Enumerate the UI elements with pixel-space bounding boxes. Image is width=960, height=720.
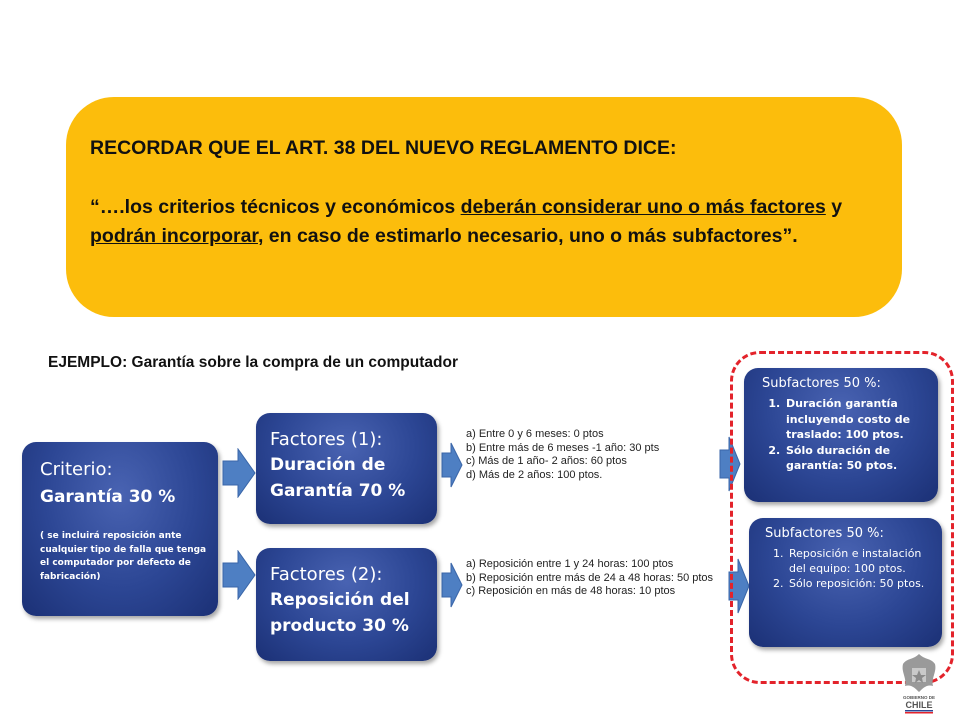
banner-title: RECORDAR QUE EL ART. 38 DEL NUEVO REGLAMENTO DICE:	[90, 137, 677, 159]
criterio-box	[22, 442, 218, 616]
option-line: a) Reposición entre 1 y 24 horas: 100 ptos	[466, 558, 674, 570]
subfactors-1-list	[762, 396, 934, 474]
subfactors-2-title: Subfactores 50 %:	[765, 526, 884, 541]
list-item: 1. Duración garantía incluyendo costo de traslado: 100 ptos.	[784, 396, 934, 443]
criterio-label: Criterio:	[40, 459, 113, 480]
option-line: d) Más de 2 años: 100 ptos.	[466, 468, 603, 481]
option-line: c) Reposición en más de 48 horas: 10 ptos	[466, 585, 676, 597]
quote-part-b: y	[825, 196, 843, 218]
subfactors-1-box	[744, 368, 938, 502]
factor-1-value: Duración de Garantía 70 %	[270, 455, 406, 501]
arrow-right-icon	[222, 448, 256, 498]
reminder-banner	[66, 97, 902, 317]
quote-underline-1: deberán considerar uno o más factores	[460, 196, 826, 218]
quote-underline-2: podrán incorporar	[90, 225, 258, 247]
subfactors-1-title: Subfactores 50 %:	[762, 376, 881, 391]
arrow-right-icon	[441, 442, 463, 488]
option-line: c) Más de 1 año- 2 años: 60 ptos	[466, 455, 627, 467]
arrow-right-icon	[441, 562, 463, 608]
factor-1-label: Factores (1):	[270, 429, 383, 450]
criterio-note: ( se incluirá reposición ante cualquier tipo de falla que tenga el computador por defecto de fabricación)	[40, 531, 207, 582]
option-line: b) Entre más de 6 meses -1 año: 30 pts	[466, 441, 660, 454]
example-title: EJEMPLO: Garantía sobre la compra de un computador	[48, 354, 458, 371]
government-crest-icon	[893, 652, 945, 714]
factor-2-value: Reposición del producto 30 %	[270, 590, 410, 636]
factor-2-box	[256, 548, 437, 661]
criterio-value: Garantía 30 %	[40, 487, 176, 507]
list-item: 2. Sólo reposición: 50 ptos.	[787, 576, 938, 591]
logo-chile-text: CHILE	[905, 700, 933, 710]
subfactors-2-list	[765, 546, 938, 591]
option-line: b) Reposición entre más de 24 a 48 horas: 50 ptos	[466, 571, 714, 584]
list-item: 1. Reposición e instalación del equipo: 100 ptos.	[787, 546, 938, 576]
option-line: a) Entre 0 y 6 meses: 0 ptos	[466, 428, 604, 440]
list-item: 2. Sólo duración de garantía: 50 ptos.	[784, 443, 934, 474]
subfactors-2-box	[749, 518, 942, 647]
arrow-right-icon	[222, 550, 256, 600]
banner-quote	[90, 193, 870, 251]
quote-part-c: , en caso de estimarlo necesario, uno o más subfactores”.	[257, 225, 798, 247]
factor-2-label: Factores (2):	[270, 564, 383, 585]
quote-part-a: “….los criterios técnicos y económicos	[90, 196, 461, 218]
logo-gobierno-text: GOBIERNO DE	[902, 695, 936, 700]
factor-1-options	[466, 428, 716, 482]
factor-1-box	[256, 413, 437, 524]
factor-2-options	[466, 558, 728, 599]
